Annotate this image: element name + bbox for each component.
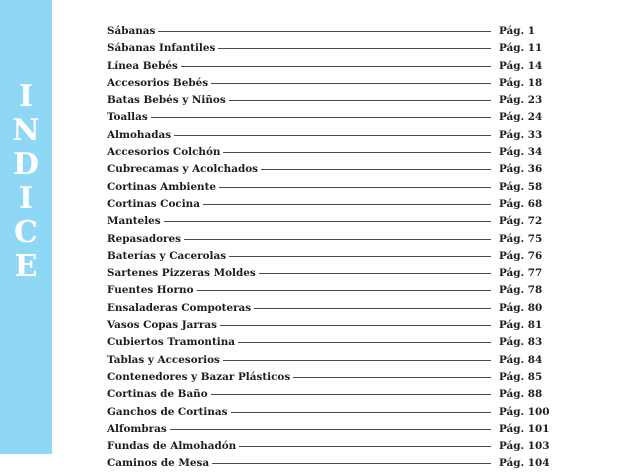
toc-entry-page: Pág. 14 — [499, 59, 543, 72]
side-title-letter: C — [14, 215, 38, 250]
toc-entry-title: Batas Bebés y Niños — [107, 94, 226, 107]
toc-leader-line — [229, 256, 491, 257]
toc-leader-line — [158, 31, 491, 32]
toc-entry-page: Pág. 76 — [499, 249, 543, 262]
toc-leader-line — [220, 325, 491, 326]
toc-entry-title: Sábanas Infantiles — [107, 42, 216, 55]
toc-leader-line — [164, 221, 491, 222]
toc-leader-line — [151, 117, 491, 118]
toc-entry-title: Cortinas de Baño — [107, 388, 208, 401]
toc-leader-line — [211, 394, 491, 395]
toc-leader-line — [203, 204, 491, 205]
toc-entry[interactable] — [107, 146, 543, 163]
toc-entry-title: Vasos Copas Jarras — [107, 319, 217, 332]
toc-entry-title: Fuentes Horno — [107, 284, 194, 297]
toc-leader-line — [261, 169, 491, 170]
toc-leader-line — [197, 290, 492, 291]
toc-entry-page: Pág. 81 — [499, 319, 543, 332]
toc-leader-line — [254, 308, 491, 309]
toc-leader-line — [293, 377, 491, 378]
toc-entry-title: Repasadores — [107, 232, 181, 245]
toc-entry-page: Pág. 18 — [499, 76, 543, 89]
toc-entry[interactable] — [107, 371, 543, 388]
toc-leader-line — [212, 463, 491, 464]
toc-entry-page: Pág. 11 — [499, 42, 543, 55]
toc-entry[interactable] — [107, 198, 543, 215]
side-band — [0, 0, 52, 454]
toc-entry[interactable] — [107, 422, 550, 440]
toc-entry[interactable] — [107, 60, 543, 77]
toc-entry-title: Baterías y Cacerolas — [107, 249, 227, 262]
toc-entry-title: Sábanas — [107, 25, 156, 37]
toc-entry-page: Pág. 77 — [499, 267, 543, 280]
toc-entry-title: Alfombras — [107, 422, 167, 435]
toc-entry-page: Pág. 58 — [499, 180, 543, 193]
toc-entry-title: Manteles — [107, 215, 161, 228]
toc-leader-line — [181, 66, 491, 67]
toc-entry-page: Pág. 80 — [499, 301, 543, 314]
toc-leader-line — [238, 342, 491, 343]
toc-entry[interactable] — [107, 42, 543, 59]
toc-entry-page: Pág. 101 — [499, 422, 550, 435]
toc-entry-title: Ganchos de Cortinas — [107, 405, 228, 418]
toc-entry[interactable] — [107, 336, 543, 353]
toc-entry[interactable] — [107, 388, 543, 405]
toc-entry-title: Sartenes Pizzeras Moldes — [107, 267, 256, 280]
side-title-letter: E — [14, 249, 38, 284]
toc-entry-page: Pág. 78 — [499, 284, 543, 297]
toc-leader-line — [259, 273, 491, 274]
toc-entry[interactable] — [107, 233, 543, 250]
toc-leader-line — [239, 446, 491, 447]
toc-entry-title: Caminos de Mesa — [107, 457, 210, 470]
toc-entry-title: Tablas y Accesorios — [107, 353, 220, 366]
toc-leader-line — [231, 412, 492, 413]
toc-entry-page: Pág. 104 — [499, 457, 550, 470]
toc-entry-title: Accesorios Bebés — [107, 76, 209, 89]
toc-leader-line — [219, 187, 491, 188]
toc-entry[interactable] — [107, 354, 543, 371]
toc-entry[interactable] — [107, 129, 543, 146]
toc-entry[interactable] — [107, 284, 543, 301]
toc-entry[interactable] — [107, 77, 543, 94]
toc-entry-title: Almohadas — [107, 128, 172, 141]
toc-entry-page: Pág. 24 — [499, 111, 543, 124]
toc-entry[interactable] — [107, 163, 543, 180]
toc-entry[interactable] — [107, 440, 550, 457]
toc-leader-line — [211, 83, 491, 84]
toc-entry-title: Ensaladeras Compoteras — [107, 301, 252, 314]
toc-entry-title: Toallas — [107, 111, 148, 124]
toc-entry-page: Pág. 72 — [499, 215, 543, 228]
toc-entry-title: Fundas de Almohadón — [107, 440, 237, 453]
toc-leader-line — [184, 239, 491, 240]
toc-entry[interactable] — [107, 302, 543, 319]
table-of-contents — [107, 25, 550, 475]
toc-entry-title: Accesorios Colchón — [107, 146, 221, 159]
toc-entry-title: Cortinas Cocina — [107, 197, 200, 210]
toc-entry-page: Pág. 36 — [499, 163, 543, 176]
toc-entry[interactable] — [107, 319, 543, 336]
toc-entry-page: Pág. 23 — [499, 94, 543, 107]
toc-entry-page: Pág. 1 — [499, 25, 535, 37]
toc-leader-line — [223, 152, 491, 153]
side-title-letter: I — [18, 181, 34, 216]
toc-entry[interactable] — [107, 215, 543, 232]
toc-entry-title: Contenedores y Bazar Plásticos — [107, 370, 291, 383]
toc-entry[interactable] — [107, 181, 543, 198]
side-title-letter: I — [18, 79, 34, 114]
side-title-letter: D — [12, 147, 39, 182]
toc-entry-page: Pág. 75 — [499, 232, 543, 245]
toc-entry-page: Pág. 34 — [499, 146, 543, 159]
toc-entry[interactable] — [107, 250, 543, 267]
toc-entry-page: Pág. 85 — [499, 370, 543, 383]
toc-entry-title: Cubrecamas y Acolchados — [107, 163, 259, 176]
toc-leader-line — [170, 429, 491, 430]
side-title-letter: N — [12, 113, 40, 148]
toc-entry[interactable] — [107, 111, 543, 128]
toc-entry[interactable] — [107, 457, 550, 474]
toc-leader-line — [218, 48, 491, 49]
toc-entry[interactable] — [107, 25, 543, 42]
side-title — [0, 80, 52, 284]
toc-entry-page: Pág. 103 — [499, 440, 550, 453]
toc-entry-page: Pág. 100 — [499, 405, 550, 418]
toc-leader-line — [223, 360, 491, 361]
toc-entry-title: Cubiertos Tramontina — [107, 336, 236, 349]
toc-leader-line — [229, 100, 491, 101]
toc-entry[interactable] — [107, 405, 550, 423]
toc-entry[interactable] — [107, 94, 543, 111]
toc-entry-page: Pág. 88 — [499, 388, 543, 401]
toc-entry-title: Línea Bebés — [107, 59, 178, 72]
toc-entry-title: Cortinas Ambiente — [107, 180, 217, 193]
toc-entry-page: Pág. 33 — [499, 128, 543, 141]
toc-entry[interactable] — [107, 267, 543, 284]
toc-entry-page: Pág. 83 — [499, 336, 543, 349]
toc-entry-page: Pág. 84 — [499, 353, 543, 366]
toc-entry-page: Pág. 68 — [499, 197, 543, 210]
toc-leader-line — [174, 135, 491, 136]
